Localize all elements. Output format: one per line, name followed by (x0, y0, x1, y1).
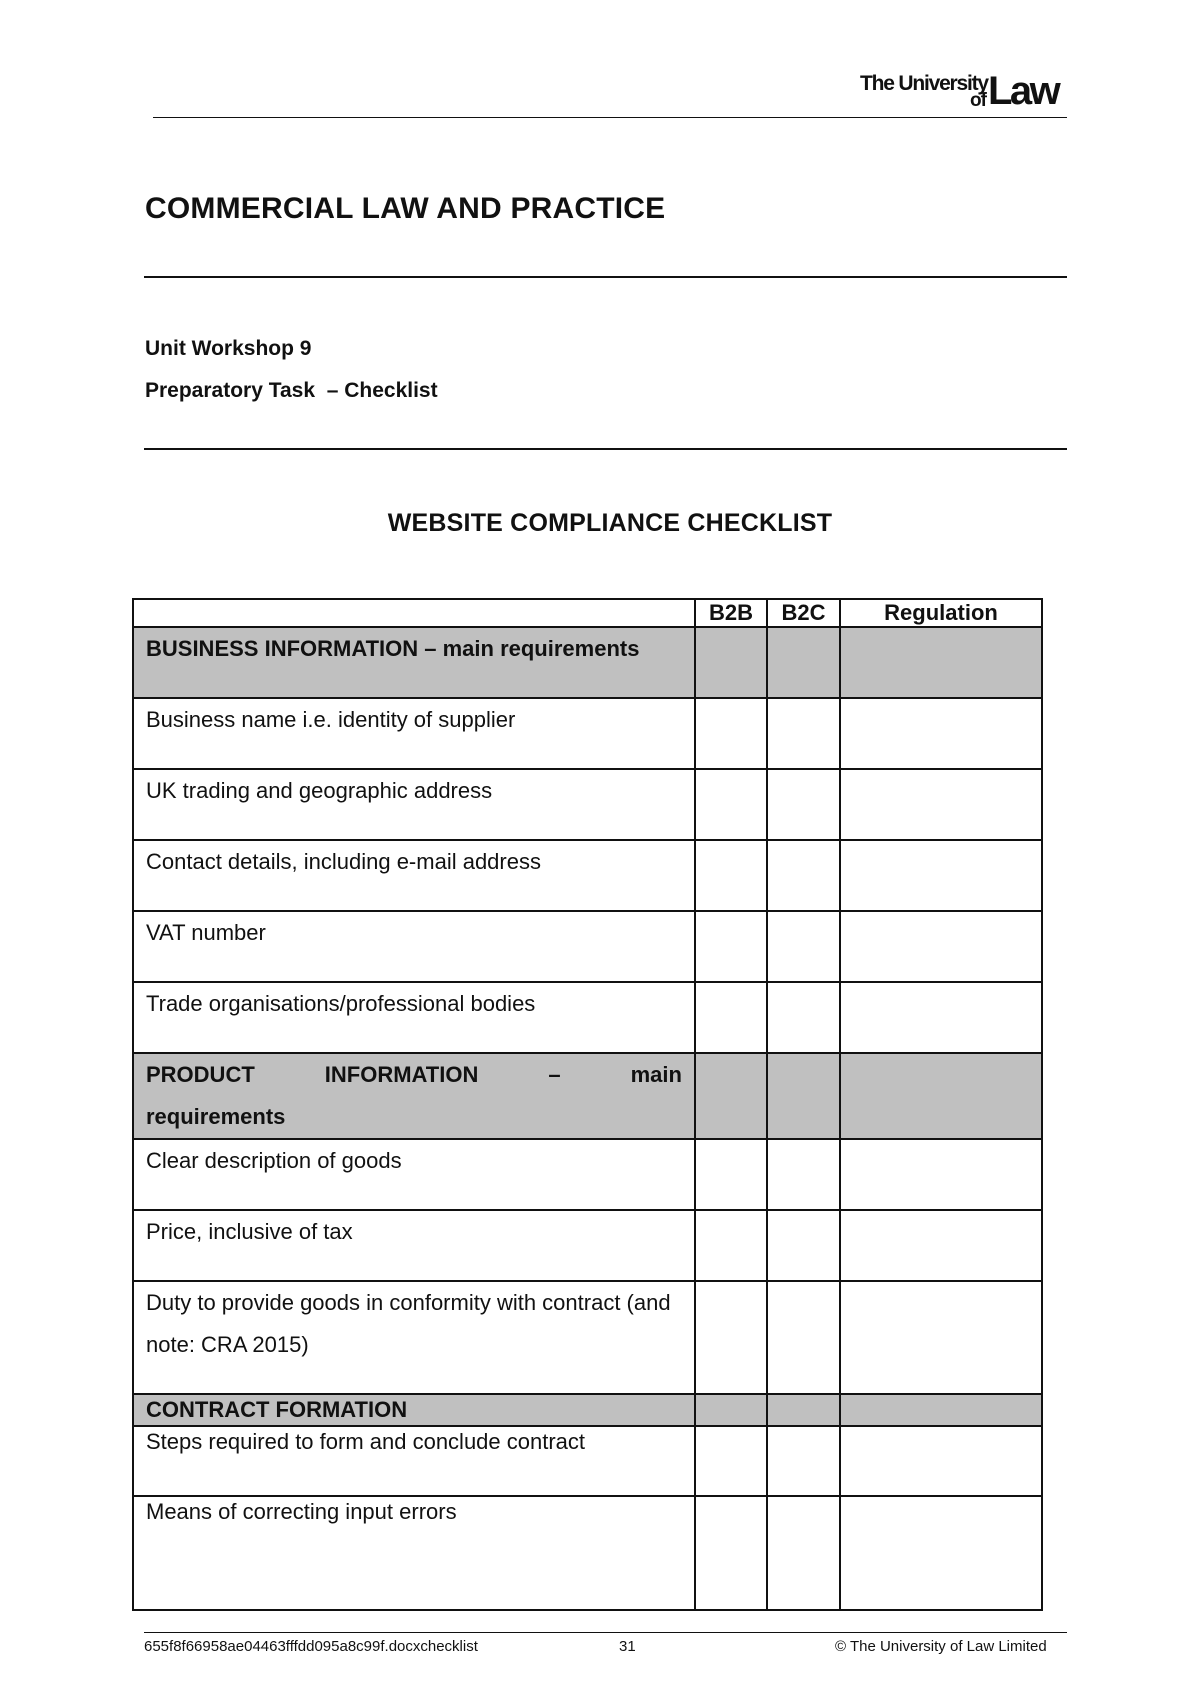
table-header-row (133, 599, 1042, 627)
section-row-contract-formation (133, 1394, 1042, 1426)
item-label: UK trading and geographic address (133, 769, 695, 840)
section-word: PRODUCT (146, 1062, 255, 1087)
compliance-checklist-table (132, 598, 1043, 1611)
b2c-cell[interactable] (767, 840, 840, 911)
subtitle-divider (144, 448, 1067, 450)
b2c-cell[interactable] (767, 911, 840, 982)
column-header-regulation: Regulation (840, 599, 1042, 627)
section-label: BUSINESS INFORMATION – main requirements (133, 627, 695, 698)
column-header-item (133, 599, 695, 627)
footer-page-number: 31 (619, 1638, 636, 1655)
regulation-cell[interactable] (840, 1496, 1042, 1610)
b2c-cell[interactable] (767, 769, 840, 840)
b2c-cell[interactable] (767, 1281, 840, 1394)
table-row (133, 1210, 1042, 1281)
regulation-cell[interactable] (840, 982, 1042, 1053)
section-row-business-information (133, 627, 1042, 698)
b2b-cell[interactable] (695, 769, 767, 840)
regulation-cell[interactable] (840, 1139, 1042, 1210)
item-label: Business name i.e. identity of supplier (133, 698, 695, 769)
section-label (133, 1053, 695, 1139)
b2b-cell[interactable] (695, 911, 767, 982)
logo-text-law: Law (988, 69, 1059, 113)
regulation-cell[interactable] (840, 840, 1042, 911)
section-row-product-information (133, 1053, 1042, 1139)
b2c-cell (767, 627, 840, 698)
section-word: – (548, 1062, 561, 1087)
item-label: Contact details, including e-mail address (133, 840, 695, 911)
table-row (133, 698, 1042, 769)
column-header-b2b: B2B (695, 599, 767, 627)
item-label: Duty to provide goods in conformity with contract (and note: CRA 2015) (133, 1281, 695, 1394)
table-row (133, 1281, 1042, 1394)
b2c-cell (767, 1053, 840, 1139)
b2c-cell[interactable] (767, 1210, 840, 1281)
b2c-cell[interactable] (767, 1496, 840, 1610)
b2b-cell[interactable] (695, 698, 767, 769)
b2c-cell[interactable] (767, 698, 840, 769)
b2b-cell[interactable] (695, 1139, 767, 1210)
title-divider (144, 276, 1067, 278)
item-label: VAT number (133, 911, 695, 982)
regulation-cell (840, 627, 1042, 698)
task-heading: Preparatory Task – Checklist (145, 379, 438, 402)
b2b-cell[interactable] (695, 1210, 767, 1281)
section-label-line1 (146, 1054, 694, 1096)
table-row (133, 911, 1042, 982)
regulation-cell[interactable] (840, 1281, 1042, 1394)
b2c-cell[interactable] (767, 1426, 840, 1496)
regulation-cell[interactable] (840, 698, 1042, 769)
regulation-cell[interactable] (840, 1426, 1042, 1496)
logo-text-university: The University (860, 72, 988, 95)
section-label-line2: requirements (146, 1104, 286, 1129)
column-header-b2c: B2C (767, 599, 840, 627)
footer-filename: 655f8f66958ae04463fffdd095a8c99f.docxchecklist (144, 1638, 478, 1655)
b2b-cell (695, 627, 767, 698)
b2c-cell[interactable] (767, 1139, 840, 1210)
university-logo (860, 70, 1066, 114)
b2b-cell[interactable] (695, 1281, 767, 1394)
b2b-cell (695, 1394, 767, 1426)
b2b-cell[interactable] (695, 840, 767, 911)
logo-text-of: of (970, 90, 986, 111)
table-row (133, 1496, 1042, 1610)
regulation-cell (840, 1053, 1042, 1139)
item-label: Price, inclusive of tax (133, 1210, 695, 1281)
b2c-cell (767, 1394, 840, 1426)
regulation-cell[interactable] (840, 1210, 1042, 1281)
checklist-title: WEBSITE COMPLIANCE CHECKLIST (387, 509, 833, 537)
footer-rule (144, 1632, 1067, 1633)
b2b-cell[interactable] (695, 1426, 767, 1496)
document-title: COMMERCIAL LAW AND PRACTICE (145, 192, 666, 225)
item-label: Means of correcting input errors (133, 1496, 695, 1610)
table-row (133, 1139, 1042, 1210)
item-label: Clear description of goods (133, 1139, 695, 1210)
regulation-cell[interactable] (840, 769, 1042, 840)
b2c-cell[interactable] (767, 982, 840, 1053)
table-row (133, 840, 1042, 911)
regulation-cell[interactable] (840, 911, 1042, 982)
b2b-cell[interactable] (695, 982, 767, 1053)
section-word: main (630, 1062, 682, 1087)
item-label: Trade organisations/professional bodies (133, 982, 695, 1053)
regulation-cell (840, 1394, 1042, 1426)
table-row (133, 982, 1042, 1053)
table-row (133, 769, 1042, 840)
unit-heading: Unit Workshop 9 (145, 337, 312, 360)
section-label: CONTRACT FORMATION (133, 1394, 695, 1426)
b2b-cell[interactable] (695, 1496, 767, 1610)
b2b-cell (695, 1053, 767, 1139)
footer-copyright: © The University of Law Limited (835, 1638, 1047, 1655)
header-rule (153, 117, 1067, 118)
section-word: INFORMATION (324, 1062, 479, 1087)
table-row (133, 1426, 1042, 1496)
item-label: Steps required to form and conclude contract (133, 1426, 695, 1496)
